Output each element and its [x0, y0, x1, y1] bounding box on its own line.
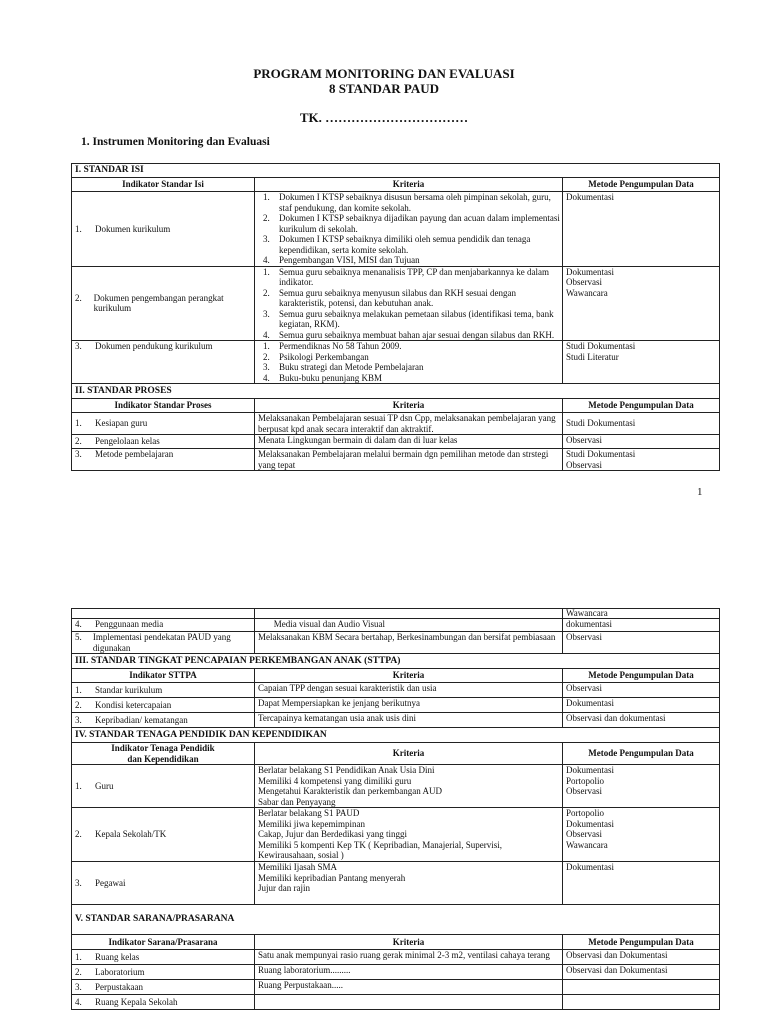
- table-row: [72, 683, 720, 698]
- kriteria-cell: Capaian TPP dengan sesuai karakteristik dan usia: [255, 683, 563, 698]
- school-name-line: TK. ……………………………: [299, 110, 469, 125]
- table-row: [72, 980, 720, 995]
- kriteria-cell: Melaksanakan KBM Secara bertahap, Berkesinambungan dan bersifat pembiasaan: [255, 632, 563, 654]
- kriteria-cell: Media visual dan Audio Visual: [255, 619, 563, 632]
- indikator-cell: 3. Pegawai: [72, 862, 255, 905]
- metode-cell: Dokumentasi: [563, 698, 720, 713]
- kriteria-cell: Berlatar belakang S1 PAUD Memiliki jiwa kepemimpinan Cakap, Jujur dan Berdedikasi yang tinggi Memiliki 5 kompenti Kep TK ( Kepribadian, Manajerial, Supervisi, Kewirausahaan, sosial ): [255, 808, 563, 862]
- indikator-cell: 2. Pengelolaan kelas: [72, 435, 255, 449]
- indikator-cell: 1. Dokumen kurikulum: [72, 192, 255, 267]
- metode-cell: Studi Dokumentasi Studi Literatur: [563, 341, 720, 384]
- metode-cell: Studi Dokumentasi Observasi: [563, 449, 720, 471]
- kriteria-cell: Ruang laboratorium.........: [255, 965, 563, 980]
- kriteria-cell: Melaksanakan Pembelajaran melalui bermain dgn pemilihan metode dan strstegi yang tepat: [255, 449, 563, 471]
- metode-cell: [563, 995, 720, 1010]
- metode-cell: Portopolio Dokumentasi Observasi Wawancara: [563, 808, 720, 862]
- column-header-kriteria: Kriteria: [255, 399, 563, 413]
- monitoring-table-page-2: [71, 608, 720, 1010]
- kriteria-cell: 1. Semua guru sebaiknya menanalisis TPP, CP dan menjabarkannya ke dalam indikator. 2. Semua guru sebaiknya menyusun silabus dan RKH sesuai dengan karakteristik, potensi, dan kebutuhan anak. 3. Semua guru sebaiknya melakukan pemetaan silabus (identifikasi tema, bank kegiatan, RKM). 4. Semua guru sebaiknya membuat bahan ajar sesuai dengan silabus dan RKH.: [255, 266, 563, 341]
- indikator-cell: 2. Dokumen pengembangan perangkat kurikulum: [72, 266, 255, 341]
- section-title-sarana-prasarana: V. STANDAR SARANA/PRASARANA: [72, 905, 720, 935]
- indikator-cell: 2. Kondisi ketercapaian: [72, 698, 255, 713]
- column-header-kriteria: Kriteria: [255, 935, 563, 950]
- column-header-metode: Metode Pengumpulan Data: [563, 178, 720, 192]
- column-header-kriteria: Kriteria: [255, 178, 563, 192]
- monitoring-table-page-1: [71, 163, 720, 471]
- kriteria-cell: [255, 995, 563, 1010]
- kriteria-cell: Satu anak mempunyai rasio ruang gerak minimal 2-3 m2, ventilasi cahaya terang: [255, 950, 563, 965]
- table-row: [72, 192, 720, 267]
- table-row: [72, 266, 720, 341]
- metode-cell: [563, 980, 720, 995]
- column-header-metode: Metode Pengumpulan Data: [563, 399, 720, 413]
- column-header-metode: Metode Pengumpulan Data: [563, 935, 720, 950]
- column-header-metode: Metode Pengumpulan Data: [563, 743, 720, 765]
- indikator-cell: 4. Penggunaan media: [72, 619, 255, 632]
- table-row: [72, 808, 720, 862]
- metode-cell: Observasi dan Dokumentasi: [563, 950, 720, 965]
- indikator-cell: 2. Kepala Sekolah/TK: [72, 808, 255, 862]
- column-header-indikator: Indikator Standar Isi: [72, 178, 255, 192]
- metode-cell: Observasi: [563, 683, 720, 698]
- table-row: [72, 765, 720, 808]
- column-header-metode: Metode Pengumpulan Data: [563, 669, 720, 683]
- metode-cell: Observasi: [563, 632, 720, 654]
- table-row-continued: [72, 609, 720, 619]
- table-row: [72, 435, 720, 449]
- indikator-cell: 1. Guru: [72, 765, 255, 808]
- metode-cell: Dokumentasi Portopolio Observasi: [563, 765, 720, 808]
- metode-cell: Dokumentasi: [563, 192, 720, 267]
- indikator-cell: 3. Dokumen pendukung kurikulum: [72, 341, 255, 384]
- metode-cell: dokumentasi: [563, 619, 720, 632]
- metode-cell: Observasi dan Dokumentasi: [563, 965, 720, 980]
- kriteria-cell: Berlatar belakang S1 Pendidikan Anak Usia Dini Memiliki 4 kompetensi yang dimiliki guru Mengetahui Karakteristik dan perkembangan AUD Sabar dan Penyayang: [255, 765, 563, 808]
- column-header-indikator: Indikator STTPA: [72, 669, 255, 683]
- document-subtitle: 8 STANDAR PAUD: [328, 81, 440, 96]
- indikator-cell: 1. Standar kurikulum: [72, 683, 255, 698]
- kriteria-cell: Tercapainya kematangan usia anak usis dini: [255, 713, 563, 728]
- metode-cell: Dokumentasi Observasi Wawancara: [563, 266, 720, 341]
- table-row: [72, 413, 720, 435]
- table-row: [72, 995, 720, 1010]
- kriteria-cell: Dapat Mempersiapkan ke jenjang berikutnya: [255, 698, 563, 713]
- table-row: [72, 449, 720, 471]
- indikator-cell: 3. Kepribadian/ kematangan: [72, 713, 255, 728]
- page-number: 1: [697, 486, 703, 498]
- metode-cell: Studi Dokumentasi: [563, 413, 720, 435]
- table-row: [72, 713, 720, 728]
- metode-cell: Wawancara: [563, 609, 720, 619]
- section-title-sttpa: III. STANDAR TINGKAT PENCAPAIAN PERKEMBANGAN ANAK (STTPA): [72, 654, 720, 669]
- kriteria-cell: 1. Dokumen I KTSP sebaiknya disusun bersama oleh pimpinan sekolah, guru, staf pendukung, dan komite sekolah. 2. Dokumen I KTSP sebaiknya dijadikan payung dan acuan dalam implementasi kurikulum di sekolah. 3. Dokumen I KTSP sebaiknya dimiliki oleh semua pendidik dan tenaga kependidikan, serta komite sekolah. 4. Pengembangan VISI, MISI dan Tujuan: [255, 192, 563, 267]
- column-header-indikator: Indikator Tenaga Pendidik dan Kependidikan: [72, 743, 255, 765]
- metode-cell: Observasi: [563, 435, 720, 449]
- kriteria-cell: Melaksanakan Pembelajaran sesuai TP dsn Cpp, melaksanakan pembelajaran yang berpusat kpd anak secara interaktif dan aktraktif.: [255, 413, 563, 435]
- indikator-cell: 3. Metode pembelajaran: [72, 449, 255, 471]
- indikator-cell: 1. Ruang kelas: [72, 950, 255, 965]
- column-header-indikator: Indikator Standar Proses: [72, 399, 255, 413]
- indikator-cell: 2. Laboratorium: [72, 965, 255, 980]
- column-header-kriteria: Kriteria: [255, 743, 563, 765]
- section-title-standar-proses: II. STANDAR PROSES: [72, 384, 720, 399]
- metode-cell: Observasi dan dokumentasi: [563, 713, 720, 728]
- table-row: [72, 632, 720, 654]
- document-page-2: [0, 596, 768, 1024]
- kriteria-cell: Menata Lingkungan bermain di dalam dan di luar kelas: [255, 435, 563, 449]
- kriteria-cell: Memiliki Ijasah SMA Memiliki kepribadian Pantang menyerah Jujur dan rajin: [255, 862, 563, 905]
- indikator-cell: 3. Perpustakaan: [72, 980, 255, 995]
- indikator-cell: 5. Implementasi pendekatan PAUD yang digunakan: [72, 632, 255, 654]
- metode-cell: Dokumentasi: [563, 862, 720, 905]
- kriteria-cell: 1. Permendiknas No 58 Tahun 2009. 2. Psikologi Perkembangan 3. Buku strategi dan Metode Pembelajaran 4. Buku-buku penunjang KBM: [255, 341, 563, 384]
- section-title-standar-isi: I. STANDAR ISI: [72, 164, 720, 178]
- table-row: [72, 862, 720, 905]
- table-row: [72, 965, 720, 980]
- table-row: [72, 698, 720, 713]
- column-header-kriteria: Kriteria: [255, 669, 563, 683]
- column-header-indikator: Indikator Sarana/Prasarana: [72, 935, 255, 950]
- section-title-tenaga-pendidik: IV. STANDAR TENAGA PENDIDIK DAN KEPENDIDIKAN: [72, 728, 720, 743]
- document-title: PROGRAM MONITORING DAN EVALUASI: [253, 66, 515, 81]
- table-row: [72, 619, 720, 632]
- indikator-cell: 4. Ruang Kepala Sekolah: [72, 995, 255, 1010]
- table-row: [72, 341, 720, 384]
- kriteria-cell: Ruang Perpustakaan.....: [255, 980, 563, 995]
- section-heading: 1. Instrumen Monitoring dan Evaluasi: [81, 136, 270, 148]
- table-row: [72, 950, 720, 965]
- indikator-cell: 1. Kesiapan guru: [72, 413, 255, 435]
